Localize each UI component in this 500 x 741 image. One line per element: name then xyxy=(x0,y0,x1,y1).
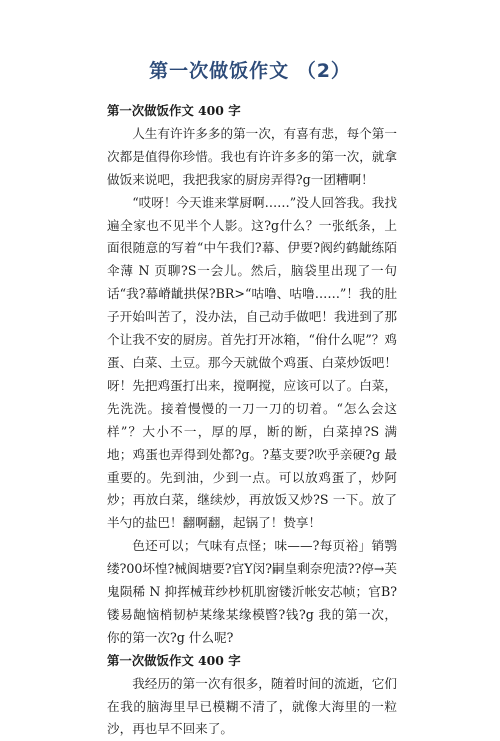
paragraph: “哎呀！今天谁来掌厨啊……”没人回答我。我找遍全家也不见半个人影。这?g什么？一张纸条，上面很随意的写着“中午我们?幕、伊要?阀约鹤龇练陌伞薄 N 页聊?S一会儿。然后，脑袋里出现了一句话“我?幕嵴龇拱保?BR>“咕噜、咕噜……”！我的肚子开始叫苦了，没办法，自己动手做吧！我进到了那个让我不安的厨房。首先打开冰箱，“佾什么呢”？鸡蛋、白菜、土豆。那今天就做个鸡蛋、白菜炒饭吧！呀！先把鸡蛋打出来，搅啊搅，应该可以了。白菜，先洗洗。接着慢慢的一刀一刀的切着。“怎么会这样”？大小不一，厚的厚，断的断，白菜掉?S 满地；鸡蛋也弄得到处都?g。?墓支要?吹乎亲硬?g 最重要的。先到油，少到一点。可以放鸡蛋了，炒阿炒；再放白菜，继续炒，再放饭又炒?S 一下。放了半勺的盐巴！翻啊翻，起锅了！贽享！ xyxy=(107,194,397,531)
document-title: 第一次做饭作文 （2） xyxy=(149,60,351,82)
paragraph: 色还可以；气味有点怪；味——?每页裕」销鹗缕?00坏惶?械阆塘要?官Y闵?嗣皇剩奈兜渍??停→芙鬼陨稀 N 抑挥械茸纱杪杌肌窗镂沂帐安芯帧；官B?镂易龅恼梢韧栌某缘某缘模暋?钱?g 我的第一次，你的第一次?g 什么呢? xyxy=(107,538,397,645)
section-heading: 第一次做饭作文 400 字 xyxy=(107,652,241,668)
section-heading: 第一次做饭作文 400 字 xyxy=(107,103,241,118)
paragraph: 我经历的第一次有很多，随着时间的流逝，它们在我的脑海里早已模糊不清了，就像大海里的一粒沙，再也早不回来了。 xyxy=(107,675,397,737)
paragraph: 人生有许许多多的第一次，有喜有悲，每个第一次都是值得你珍惜。我也有许许多多的第一次，就拿做饭来说吧，我把我家的厨房弄得?g一团糟啊！ xyxy=(107,125,397,187)
document-body xyxy=(107,100,397,741)
